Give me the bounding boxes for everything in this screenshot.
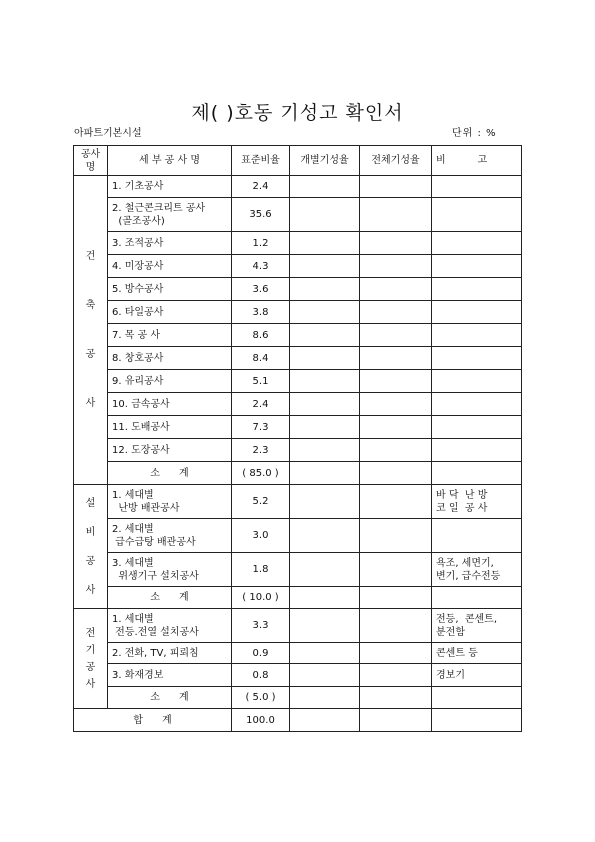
table-row — [74, 553, 522, 587]
table-row — [74, 519, 522, 553]
subtotal-overall[interactable] — [360, 587, 432, 609]
total-rate-cell[interactable] — [360, 232, 432, 255]
category-cell — [74, 176, 108, 485]
table-row — [74, 278, 522, 301]
individual-rate-cell[interactable] — [290, 278, 360, 301]
item-name: 1. 기초공사 — [108, 176, 232, 198]
table-row — [74, 485, 522, 519]
standard-rate: 2.3 — [232, 439, 290, 462]
table-row — [74, 643, 522, 664]
table-row — [74, 347, 522, 370]
note-cell — [432, 198, 522, 232]
subtotal-individual[interactable] — [290, 587, 360, 609]
subtotal-value: ( 10.0 ) — [232, 587, 290, 609]
table-row — [74, 176, 522, 198]
category-char: 전 — [85, 627, 96, 639]
subtotal-note — [432, 587, 522, 609]
standard-rate: 3.3 — [232, 609, 290, 643]
standard-rate: 3.8 — [232, 301, 290, 324]
subtotal-overall[interactable] — [360, 462, 432, 485]
table-row — [74, 198, 522, 232]
total-rate-cell[interactable] — [360, 370, 432, 393]
total-rate-cell[interactable] — [360, 416, 432, 439]
category-cell — [74, 485, 108, 609]
standard-rate: 5.2 — [232, 485, 290, 519]
header-individual: 개별기성율 — [290, 146, 360, 176]
header-note: 비 고 — [432, 146, 522, 176]
table-row — [74, 301, 522, 324]
category-char: 설 — [85, 497, 96, 509]
note-cell — [432, 347, 522, 370]
individual-rate-cell[interactable] — [290, 416, 360, 439]
individual-rate-cell[interactable] — [290, 301, 360, 324]
note-cell — [432, 232, 522, 255]
note-cell: 바 닥 난 방 코 일 공 사 — [432, 485, 522, 519]
grand-total-value: 100.0 — [232, 709, 290, 732]
progress-table — [73, 145, 522, 732]
standard-rate: 0.9 — [232, 643, 290, 664]
header-category-line: 공사 — [80, 148, 101, 160]
individual-rate-cell[interactable] — [290, 439, 360, 462]
note-cell: 경보기 — [432, 664, 522, 687]
standard-rate: 2.4 — [232, 176, 290, 198]
individual-rate-cell[interactable] — [290, 347, 360, 370]
note-cell — [432, 393, 522, 416]
category-char: 비 — [85, 526, 96, 538]
header-category-line: 명 — [85, 161, 96, 173]
total-rate-cell[interactable] — [360, 393, 432, 416]
subtotal-note — [432, 687, 522, 709]
standard-rate: 8.6 — [232, 324, 290, 347]
item-name: 11. 도배공사 — [108, 416, 232, 439]
subtotal-label: 소 계 — [108, 587, 232, 609]
standard-rate: 3.6 — [232, 278, 290, 301]
individual-rate-cell[interactable] — [290, 198, 360, 232]
total-rate-cell[interactable] — [360, 643, 432, 664]
note-cell — [432, 370, 522, 393]
total-rate-cell[interactable] — [360, 301, 432, 324]
item-name: 2. 세대별 급수급탕 배관공사 — [108, 519, 232, 553]
standard-rate: 1.2 — [232, 232, 290, 255]
individual-rate-cell[interactable] — [290, 519, 360, 553]
item-name: 3. 세대별 위생기구 설치공사 — [108, 553, 232, 587]
table-row — [74, 324, 522, 347]
standard-rate: 5.1 — [232, 370, 290, 393]
individual-rate-cell[interactable] — [290, 393, 360, 416]
category-char: 건 — [85, 251, 96, 262]
note-cell — [432, 324, 522, 347]
grand-total-note — [432, 709, 522, 732]
note-cell — [432, 439, 522, 462]
item-name: 2. 철근콘크리트 공사 (골조공사) — [108, 198, 232, 232]
standard-rate: 8.4 — [232, 347, 290, 370]
individual-rate-cell[interactable] — [290, 485, 360, 519]
header-item: 세 부 공 사 명 — [108, 146, 232, 176]
table-row — [74, 370, 522, 393]
total-rate-cell[interactable] — [360, 519, 432, 553]
standard-rate: 35.6 — [232, 198, 290, 232]
subtotal-label: 소 계 — [108, 687, 232, 709]
unit-label: 단위 : % — [452, 128, 497, 139]
standard-rate: 7.3 — [232, 416, 290, 439]
individual-rate-cell[interactable] — [290, 232, 360, 255]
individual-rate-cell[interactable] — [290, 324, 360, 347]
document-title: 제( )호동 기성고 확인서 — [191, 102, 404, 124]
grand-total-individual[interactable] — [290, 709, 360, 732]
facility-label: 아파트기본시설 — [74, 128, 142, 139]
total-rate-cell[interactable] — [360, 664, 432, 687]
individual-rate-cell[interactable] — [290, 370, 360, 393]
item-name: 8. 창호공사 — [108, 347, 232, 370]
standard-rate: 1.8 — [232, 553, 290, 587]
category-char: 축 — [85, 300, 96, 311]
individual-rate-cell[interactable] — [290, 664, 360, 687]
subtotal-row — [74, 462, 522, 485]
table-row — [74, 255, 522, 278]
header-total: 전체기성율 — [360, 146, 432, 176]
total-rate-cell[interactable] — [360, 609, 432, 643]
note-cell — [432, 301, 522, 324]
subtotal-value: ( 5.0 ) — [232, 687, 290, 709]
note-cell — [432, 255, 522, 278]
standard-rate: 3.0 — [232, 519, 290, 553]
note-cell — [432, 416, 522, 439]
item-name: 5. 방수공사 — [108, 278, 232, 301]
category-char: 공 — [85, 349, 96, 360]
subtotal-individual[interactable] — [290, 687, 360, 709]
grand-total-label: 합 계 — [74, 709, 232, 732]
standard-rate: 2.4 — [232, 393, 290, 416]
category-char: 공 — [85, 661, 96, 673]
item-name: 9. 유리공사 — [108, 370, 232, 393]
subtotal-label: 소 계 — [108, 462, 232, 485]
subtotal-individual[interactable] — [290, 462, 360, 485]
category-cell — [74, 609, 108, 709]
table-row — [74, 439, 522, 462]
subtotal-value: ( 85.0 ) — [232, 462, 290, 485]
table-row — [74, 393, 522, 416]
individual-rate-cell[interactable] — [290, 255, 360, 278]
category-char: 사 — [85, 584, 96, 596]
item-name: 6. 타일공사 — [108, 301, 232, 324]
category-char: 사 — [85, 678, 96, 690]
individual-rate-cell[interactable] — [290, 609, 360, 643]
total-rate-cell[interactable] — [360, 176, 432, 198]
individual-rate-cell[interactable] — [290, 176, 360, 198]
item-name: 10. 금속공사 — [108, 393, 232, 416]
subtotal-row — [74, 587, 522, 609]
total-rate-cell[interactable] — [360, 347, 432, 370]
table-row — [74, 609, 522, 643]
subtotal-note — [432, 462, 522, 485]
header-standard: 표준비율 — [232, 146, 290, 176]
note-cell: 욕조, 세면기, 변기, 급수전등 — [432, 553, 522, 587]
item-name: 4. 미장공사 — [108, 255, 232, 278]
item-name: 12. 도장공사 — [108, 439, 232, 462]
total-rate-cell[interactable] — [360, 439, 432, 462]
subtotal-row — [74, 687, 522, 709]
standard-rate: 0.8 — [232, 664, 290, 687]
total-rate-cell[interactable] — [360, 324, 432, 347]
note-cell — [432, 176, 522, 198]
item-name: 3. 화재경보 — [108, 664, 232, 687]
note-cell — [432, 519, 522, 553]
header-row — [74, 146, 522, 176]
individual-rate-cell[interactable] — [290, 643, 360, 664]
total-rate-cell[interactable] — [360, 198, 432, 232]
table-row — [74, 664, 522, 687]
note-cell: 콘센트 등 — [432, 643, 522, 664]
standard-rate: 4.3 — [232, 255, 290, 278]
total-rate-cell[interactable] — [360, 278, 432, 301]
grand-total-overall[interactable] — [360, 709, 432, 732]
category-char: 기 — [85, 644, 96, 656]
header-category — [74, 146, 108, 176]
item-name: 3. 조적공사 — [108, 232, 232, 255]
note-cell: 전등, 콘센트, 분전함 — [432, 609, 522, 643]
table-row — [74, 232, 522, 255]
total-rate-cell[interactable] — [360, 255, 432, 278]
total-rate-cell[interactable] — [360, 485, 432, 519]
subtotal-overall[interactable] — [360, 687, 432, 709]
item-name: 1. 세대별 전등.전열 설치공사 — [108, 609, 232, 643]
category-char: 사 — [85, 398, 96, 409]
item-name: 7. 목 공 사 — [108, 324, 232, 347]
category-char: 공 — [85, 555, 96, 567]
note-cell — [432, 278, 522, 301]
grand-total-row — [74, 709, 522, 732]
total-rate-cell[interactable] — [360, 553, 432, 587]
table-row — [74, 416, 522, 439]
item-name: 1. 세대별 난방 배관공사 — [108, 485, 232, 519]
individual-rate-cell[interactable] — [290, 553, 360, 587]
item-name: 2. 전화, TV, 피뢰침 — [108, 643, 232, 664]
